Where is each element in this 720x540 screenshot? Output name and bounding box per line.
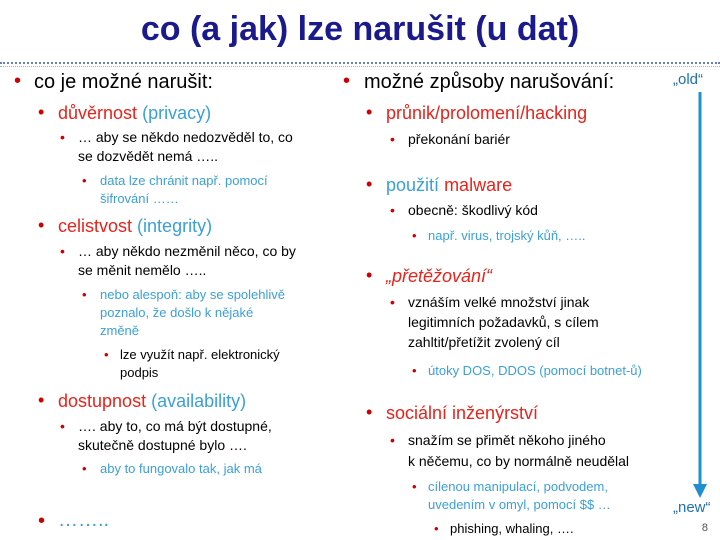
page-number: 8 xyxy=(701,522,708,534)
malware-heading xyxy=(386,174,512,197)
integrity-subsub-1: lze využít např. elektronický xyxy=(120,347,280,362)
confidentiality-sub-1: data lze chránit např. pomocí xyxy=(100,173,268,188)
bullet: • xyxy=(343,70,351,92)
bullet: • xyxy=(60,129,65,145)
timeline-old-label: „old“ xyxy=(673,71,704,88)
malware-sub: např. virus, trojský kůň, ….. xyxy=(428,228,586,243)
bullet: • xyxy=(82,461,87,476)
integrity-sub-1: nebo alespoň: aby se spolehlivě xyxy=(100,287,286,302)
bullet: • xyxy=(412,363,417,378)
malware-desc: obecně: škodlivý kód xyxy=(408,202,538,218)
overload-desc-3: zahltit/přetížit zvolený cíl xyxy=(408,334,560,350)
bullet: • xyxy=(82,173,87,188)
timeline-arrow-icon xyxy=(690,92,710,502)
bullet: • xyxy=(390,202,395,218)
bullet: • xyxy=(60,243,65,259)
malware-label-a: použití xyxy=(386,175,440,195)
availability-label-en: (availability) xyxy=(151,391,247,411)
social-desc-1: snažím se přimět někoho jiného xyxy=(408,432,606,448)
hacking-label: průnik/prolomení/hacking xyxy=(386,103,588,123)
title-divider-secondary xyxy=(0,66,720,67)
integrity-sub-3: změně xyxy=(100,323,140,338)
overload-desc-2: legitimních požadavků, s cílem xyxy=(408,314,599,330)
availability-desc-2: skutečně dostupné bylo …. xyxy=(78,437,247,453)
bullet: • xyxy=(366,265,373,285)
availability-heading xyxy=(58,390,246,413)
title-divider xyxy=(0,62,720,64)
bullet: • xyxy=(434,521,439,536)
right-heading: možné způsoby narušování: xyxy=(364,71,615,93)
integrity-desc-1: … aby někdo nezměnil něco, co by xyxy=(78,243,296,259)
bullet: • xyxy=(390,131,395,147)
bullet: • xyxy=(366,102,373,122)
overload-sub: útoky DOS, DDOS (pomocí botnet-ů) xyxy=(428,363,642,378)
malware-label-b: malware xyxy=(444,175,513,195)
availability-sub-1: aby to fungovalo tak, jak má xyxy=(100,461,262,476)
bullet: • xyxy=(366,174,373,194)
social-desc-2: k něčemu, co by normálně neudělal xyxy=(408,453,630,469)
left-heading: co je možné narušit: xyxy=(34,71,213,93)
bullet: • xyxy=(390,432,395,448)
bullet: • xyxy=(366,402,373,422)
integrity-subsub-2: podpis xyxy=(120,365,159,380)
social-subsub: phishing, whaling, …. xyxy=(450,521,574,536)
social-label: sociální inženýrství xyxy=(386,403,539,423)
confidentiality-label: důvěrnost xyxy=(58,103,138,123)
confidentiality-desc-2: se dozvědět nemá ….. xyxy=(78,148,219,164)
confidentiality-label-en: (privacy) xyxy=(142,103,212,123)
integrity-label-en: (integrity) xyxy=(137,216,213,236)
overload-desc-1: vznáším velké množství jinak xyxy=(408,294,590,310)
bullet: • xyxy=(82,287,87,302)
bullet: • xyxy=(60,418,65,434)
bullet: • xyxy=(38,102,45,122)
timeline-new-label: „new“ xyxy=(673,499,711,516)
bullet: • xyxy=(38,390,45,410)
confidentiality-heading xyxy=(58,102,211,125)
bullet: • xyxy=(104,347,109,362)
bullet: • xyxy=(14,70,22,92)
social-sub-2: uvedením v omyl, pomocí $$ … xyxy=(428,497,611,512)
integrity-desc-2: se měnit nemělo ….. xyxy=(78,262,207,278)
confidentiality-sub-2: šifrování …… xyxy=(100,191,179,206)
bullet: • xyxy=(38,510,46,532)
integrity-sub-2: poznalo, že došlo k nějaké xyxy=(100,305,254,320)
integrity-heading xyxy=(58,215,212,238)
more-ellipsis: …….. xyxy=(58,509,110,531)
availability-desc-1: …. aby to, co má být dostupné, xyxy=(78,418,272,434)
social-sub-1: cílenou manipulací, podvodem, xyxy=(428,479,608,494)
availability-label: dostupnost xyxy=(58,391,147,411)
bullet: • xyxy=(38,215,45,235)
slide-title: co (a jak) lze narušit (u dat) xyxy=(140,10,580,48)
integrity-label: celistvost xyxy=(58,216,133,236)
overload-label: „přetěžování“ xyxy=(386,266,493,286)
bullet: • xyxy=(412,479,417,494)
confidentiality-desc-1: … aby se někdo nedozvěděl to, co xyxy=(78,129,293,145)
bullet: • xyxy=(412,228,417,243)
hacking-desc: překonání bariér xyxy=(408,131,510,147)
bullet: • xyxy=(390,294,395,310)
